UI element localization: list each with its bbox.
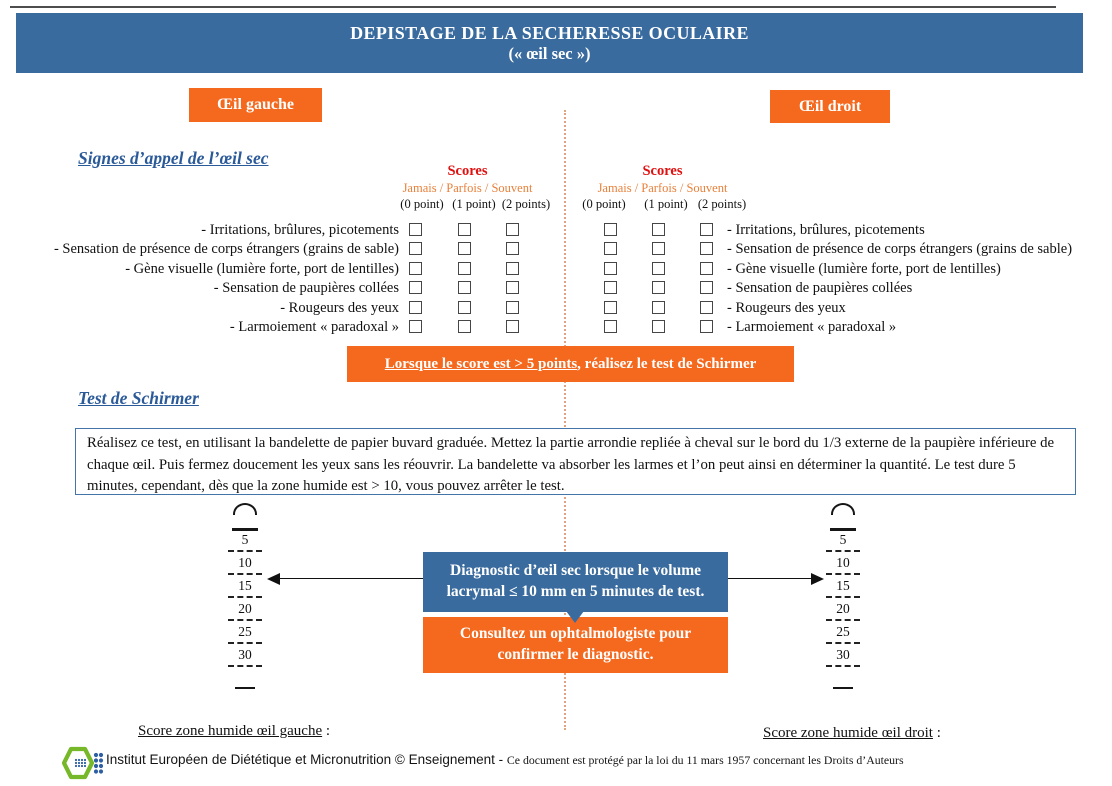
strip-rounded-tip-icon [831,503,855,515]
symptom-label-right-4: - Rougeurs des yeux [727,299,846,316]
points-header-row [0,197,1112,213]
checkbox-right-eye-row5-col2[interactable] [700,320,713,333]
checkbox-right-eye-row4-col1[interactable] [652,301,665,314]
strip-dash-mark [826,596,860,598]
checkbox-left-eye-row2-col2[interactable] [506,262,519,275]
scores-header-left: Scores [447,163,488,179]
checkbox-right-eye-row3-col0[interactable] [604,281,617,294]
points-header-left-2: (2 points) [501,197,551,211]
oeil-droit-button[interactable]: Œil droit [770,90,890,123]
checkbox-left-eye-row0-col2[interactable] [506,223,519,236]
strip-dash-mark [228,573,262,575]
left-arrow-head-icon [267,573,280,585]
symptom-row-1 [0,240,1112,259]
footer-notice-text: Ce document est protégé par la loi du 11 mars 1957 concernant les Droits d’Auteurs [506,753,904,767]
points-header-right-2: (2 points) [697,197,747,211]
consult-box: Consultez un ophtalmologiste pour confirmer le diagnostic. [423,617,728,673]
checkbox-right-eye-row4-col2[interactable] [700,301,713,314]
checkbox-left-eye-row4-col1[interactable] [458,301,471,314]
strip-scale-number: 10 [238,554,252,570]
score-label-left-text: Score zone humide œil gauche [138,723,323,739]
strip-scale-number: 5 [241,531,249,547]
strip-dash-mark [228,619,262,621]
scores-header-right: Scores [642,163,683,179]
score-label-right-text: Score zone humide œil droit [763,725,933,741]
page-subtitle: (« œil sec ») [508,44,591,64]
checkbox-right-eye-row4-col0[interactable] [604,301,617,314]
left-arrow-line [279,578,423,579]
schirmer-strip-right [811,503,875,689]
checkbox-right-eye-row2-col2[interactable] [700,262,713,275]
points-header-right-0: (0 point) [582,197,626,211]
checkbox-right-eye-row2-col1[interactable] [652,262,665,275]
checkbox-left-eye-row1-col0[interactable] [409,242,422,255]
symptom-label-right-1: - Sensation de présence de corps étrangers (grains de sable) [727,241,1073,258]
points-header-left-1: (1 point) [452,197,496,211]
checkbox-left-eye-row1-col1[interactable] [458,242,471,255]
symptom-label-right-0: - Irritations, brûlures, picotements [727,222,925,238]
symptom-label-left-3: - Sensation de paupières collées [213,280,399,297]
checkbox-right-eye-row1-col2[interactable] [700,242,713,255]
strip-dash-mark [228,665,262,667]
checkbox-right-eye-row1-col0[interactable] [604,242,617,255]
strip-scale-number: 30 [238,646,252,662]
footer-org-text: Institut Européen de Diététique et Micronutrition © Enseignement - [106,752,507,767]
checkbox-left-eye-row3-col0[interactable] [409,281,422,294]
header-banner [16,13,1083,73]
symptom-label-right-3: - Sensation de paupières collées [727,280,913,297]
footer-copyright [106,751,904,769]
checkbox-left-eye-row5-col0[interactable] [409,320,422,333]
checkbox-right-eye-row3-col2[interactable] [700,281,713,294]
strip-dash-mark [826,642,860,644]
score-label-right-colon: : [932,725,941,741]
checkbox-left-eye-row2-col0[interactable] [409,262,422,275]
checkbox-right-eye-row5-col0[interactable] [604,320,617,333]
strip-top-mark [830,528,856,531]
strip-scale-number: 30 [836,646,850,662]
symptom-label-right-5: - Larmoiement « paradoxal » [727,319,897,335]
strip-rounded-tip-icon [233,503,257,515]
strip-dash-mark [826,665,860,667]
symptom-label-left-1: - Sensation de présence de corps étrangers (grains de sable) [53,241,399,258]
checkbox-right-eye-row0-col1[interactable] [652,223,665,236]
checkbox-left-eye-row5-col2[interactable] [506,320,519,333]
symptom-row-3 [0,279,1112,298]
symptom-row-4 [0,299,1112,318]
schirmer-strip-left [213,503,277,689]
score-threshold-underlined: Lorsque le score est > 5 points [384,355,578,372]
strip-scale-number: 25 [836,623,850,639]
symptom-row-5 [0,318,1112,337]
oeil-gauche-button[interactable]: Œil gauche [189,88,322,122]
checkbox-left-eye-row2-col1[interactable] [458,262,471,275]
score-label-left-colon: : [322,723,331,739]
strip-dash-mark [826,573,860,575]
strip-bottom-mark [235,687,255,690]
checkbox-right-eye-row1-col1[interactable] [652,242,665,255]
symptom-label-left-5: - Larmoiement « paradoxal » [229,319,399,335]
strip-dash-mark [826,619,860,621]
checkbox-right-eye-row0-col2[interactable] [700,223,713,236]
strip-scale-number: 20 [836,600,850,616]
diagnostic-box: Diagnostic d’œil sec lorsque le volume lacrymal ≤ 10 mm en 5 minutes de test. [423,552,728,612]
page-title: DEPISTAGE DE LA SECHERESSE OCULAIRE [350,22,749,43]
schirmer-section-heading: Test de Schirmer [78,388,199,408]
checkbox-right-eye-row5-col1[interactable] [652,320,665,333]
checkbox-right-eye-row2-col0[interactable] [604,262,617,275]
diagnostic-pointer-icon [566,611,584,623]
strip-dash-mark [228,550,262,552]
right-arrow-line [728,578,812,579]
checkbox-left-eye-row5-col1[interactable] [458,320,471,333]
checkbox-left-eye-row0-col0[interactable] [409,223,422,236]
symptom-label-left-2: - Gène visuelle (lumière forte, port de lentilles) [125,260,399,277]
top-rule [10,6,1056,8]
points-header-left-0: (0 point) [400,197,444,211]
score-threshold-banner [347,346,794,382]
frequency-header-left: Jamais / Parfois / Souvent [402,181,533,195]
strip-scale-number: 25 [238,623,252,639]
strip-dash-mark [228,642,262,644]
score-label-left [138,723,330,740]
checkbox-right-eye-row0-col0[interactable] [604,223,617,236]
checkbox-left-eye-row1-col2[interactable] [506,242,519,255]
checkbox-left-eye-row3-col1[interactable] [458,281,471,294]
strip-dash-mark [826,550,860,552]
strip-bottom-mark [833,687,853,690]
strip-dash-mark [228,596,262,598]
strip-scale-number: 15 [836,577,850,593]
right-arrow-head-icon [811,573,824,585]
checkbox-left-eye-row4-col0[interactable] [409,301,422,314]
symptom-label-left-4: - Rougeurs des yeux [280,299,399,316]
symptom-label-right-2: - Gène visuelle (lumière forte, port de lentilles) [727,260,1001,277]
symptom-label-left-0: - Irritations, brûlures, picotements [201,222,399,238]
points-header-right-1: (1 point) [644,197,688,211]
strip-scale-number: 5 [839,531,847,547]
frequency-header-right: Jamais / Parfois / Souvent [597,181,728,195]
checkbox-left-eye-row0-col1[interactable] [458,223,471,236]
symptom-row-0 [0,221,1112,240]
signes-section-heading: Signes d’appel de l’œil sec [78,148,269,168]
strip-scale-number: 20 [238,600,252,616]
score-threshold-rest: , réalisez le test de Schirmer [577,355,757,372]
schirmer-instructions-box: Réalisez ce test, en utilisant la bandelette de papier buvard graduée. Mettez la partie arrondie repliée à cheval sur le bord du 1/3 externe de la paupière inférieure de chaque œil. Puis fermez doucement les yeux sans les réouvrir. La bandelette va absorber les larmes et l’on peut ainsi en déterminer la quantité. Le test dure 5 minutes, cependant, dès que la zone humide est > 10, vous pouvez arrêter le test. [75,428,1076,495]
iedm-logo [62,745,104,781]
symptom-row-2 [0,260,1112,279]
checkbox-left-eye-row3-col2[interactable] [506,281,519,294]
strip-scale-number: 15 [238,577,252,593]
checkbox-right-eye-row3-col1[interactable] [652,281,665,294]
score-label-right [763,725,941,742]
strip-top-mark [232,528,258,531]
strip-scale-number: 10 [836,554,850,570]
checkbox-left-eye-row4-col2[interactable] [506,301,519,314]
